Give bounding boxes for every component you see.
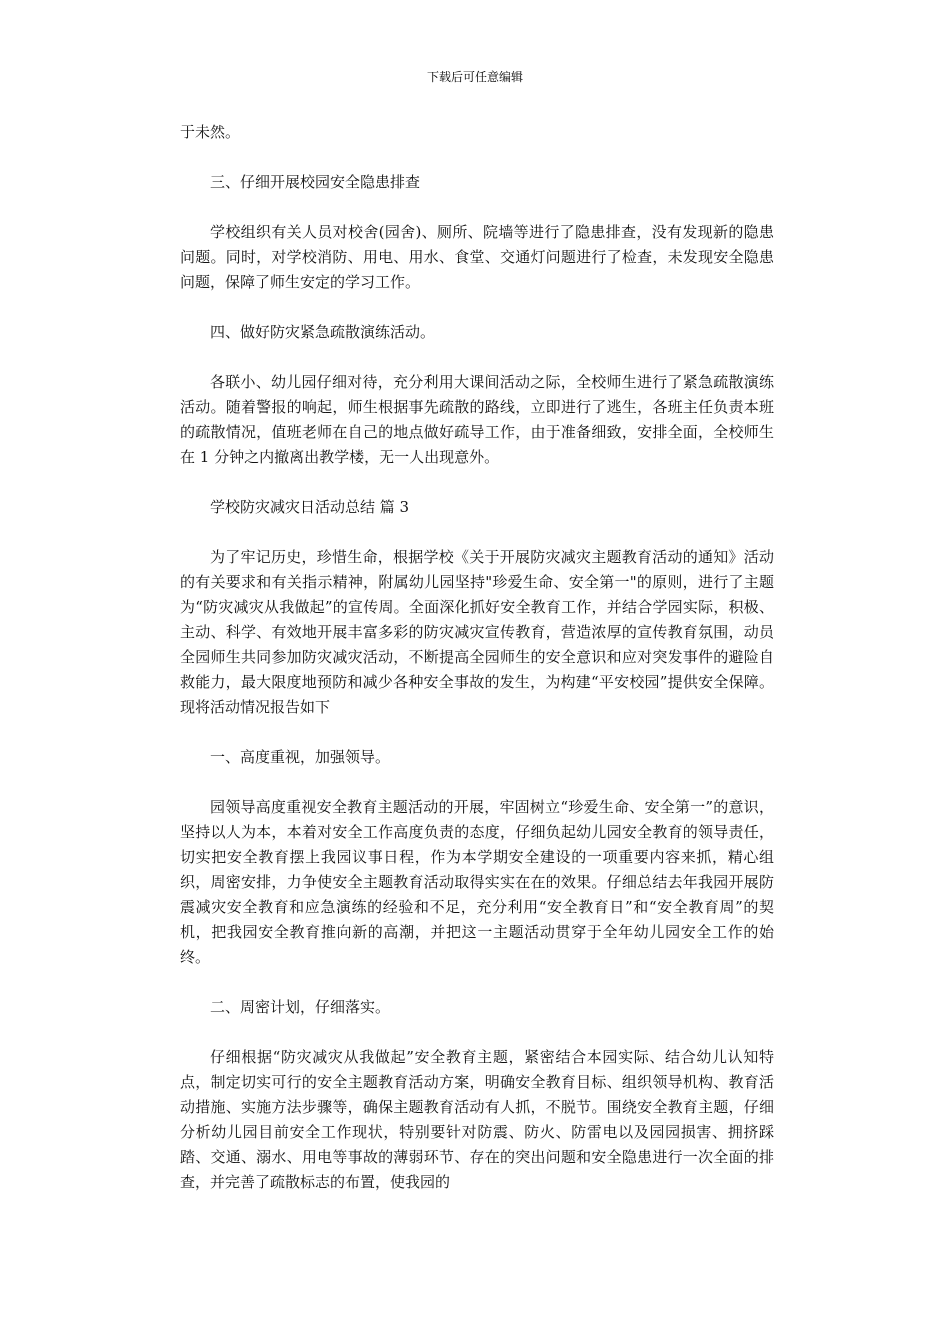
paragraph: 仔细根据“防灾减灾从我做起”安全教育主题，紧密结合本园实际、结合幼儿认知特点，制定切实可行的安全主题教育活动方案，明确安全教育目标、组织领导机构、教育活动措施、实施方法步骤等，确保主题教育活动有人抓，不脱节。围绕安全教育主题，仔细分析幼儿园目前安全工作现状，特别要针对防震、防火、防雷电以及园园损害、拥挤踩踏、交通、溺水、用电等事故的薄弱环节、存在的突出问题和安全隐患进行一次全面的排查，并完善了疏散标志的布置，使我园的 — [180, 1048, 774, 1191]
paragraph: 学校组织有关人员对校舍(园舍)、厕所、院墙等进行了隐患排查，没有发现新的隐患问题。同时，对学校消防、用电、用水、食堂、交通灯问题进行了检查，未发现安全隐患问题，保障了师生安定的学习工作。 — [180, 223, 774, 291]
document-body — [180, 120, 774, 1195]
section-heading-2: 二、周密计划，仔细落实。 — [210, 998, 391, 1016]
section-heading-1: 一、高度重视，加强领导。 — [210, 748, 391, 766]
section-heading-3: 三、仔细开展校园安全隐患排查 — [210, 173, 421, 191]
paragraph-continuation: 于未然。 — [180, 123, 241, 141]
paragraph: 为了牢记历史，珍惜生命，根据学校《关于开展防灾减灾主题教育活动的通知》活动的有关要求和有关指示精神，附属幼儿园坚持"珍爱生命、安全第一"的原则，进行了主题为“防灾减灾从我做起”的宣传周。全面深化抓好安全教育工作，并结合学园实际，积极、主动、科学、有效地开展丰富多彩的防灾减灾宣传教育，营造浓厚的宣传教育氛围，动员全园师生共同参加防灾减灾活动，不断提高全园师生的安全意识和应对突发事件的避险自救能力，最大限度地预防和减少各种安全事故的发生，为构建“平安校园”提供安全保障。现将活动情况报告如下 — [180, 548, 774, 716]
section-heading-4: 四、做好防灾紧急疏散演练活动。 — [210, 323, 436, 341]
paragraph: 园领导高度重视安全教育主题活动的开展，牢固树立“珍爱生命、安全第一”的意识，坚持以人为本，本着对安全工作高度负责的态度，仔细负起幼儿园安全教育的领导责任，切实把安全教育摆上我园议事日程，作为本学期安全建设的一项重要内容来抓，精心组织，周密安排，力争使安全主题教育活动取得实实在在的效果。仔细总结去年我园开展防震减灾安全教育和应急演练的经验和不足，充分利用“安全教育日”和“安全教育周”的契机，把我园安全教育推向新的高潮，并把这一主题活动贯穿于全年幼儿园安全工作的始终。 — [180, 798, 774, 966]
page-header: 下载后可任意编辑 — [426, 70, 523, 84]
article-title: 学校防灾减灾日活动总结 篇 3 — [210, 498, 410, 516]
paragraph: 各联小、幼儿园仔细对待，充分利用大课间活动之际，全校师生进行了紧急疏散演练活动。随着警报的响起，师生根据事先疏散的路线，立即进行了逃生，各班主任负责本班的疏散情况，值班老师在自己的地点做好疏导工作，由于准备细致，安排全面，全校师生在 1 分钟之内撤离出教学楼，无一人出现意外。 — [180, 373, 774, 466]
